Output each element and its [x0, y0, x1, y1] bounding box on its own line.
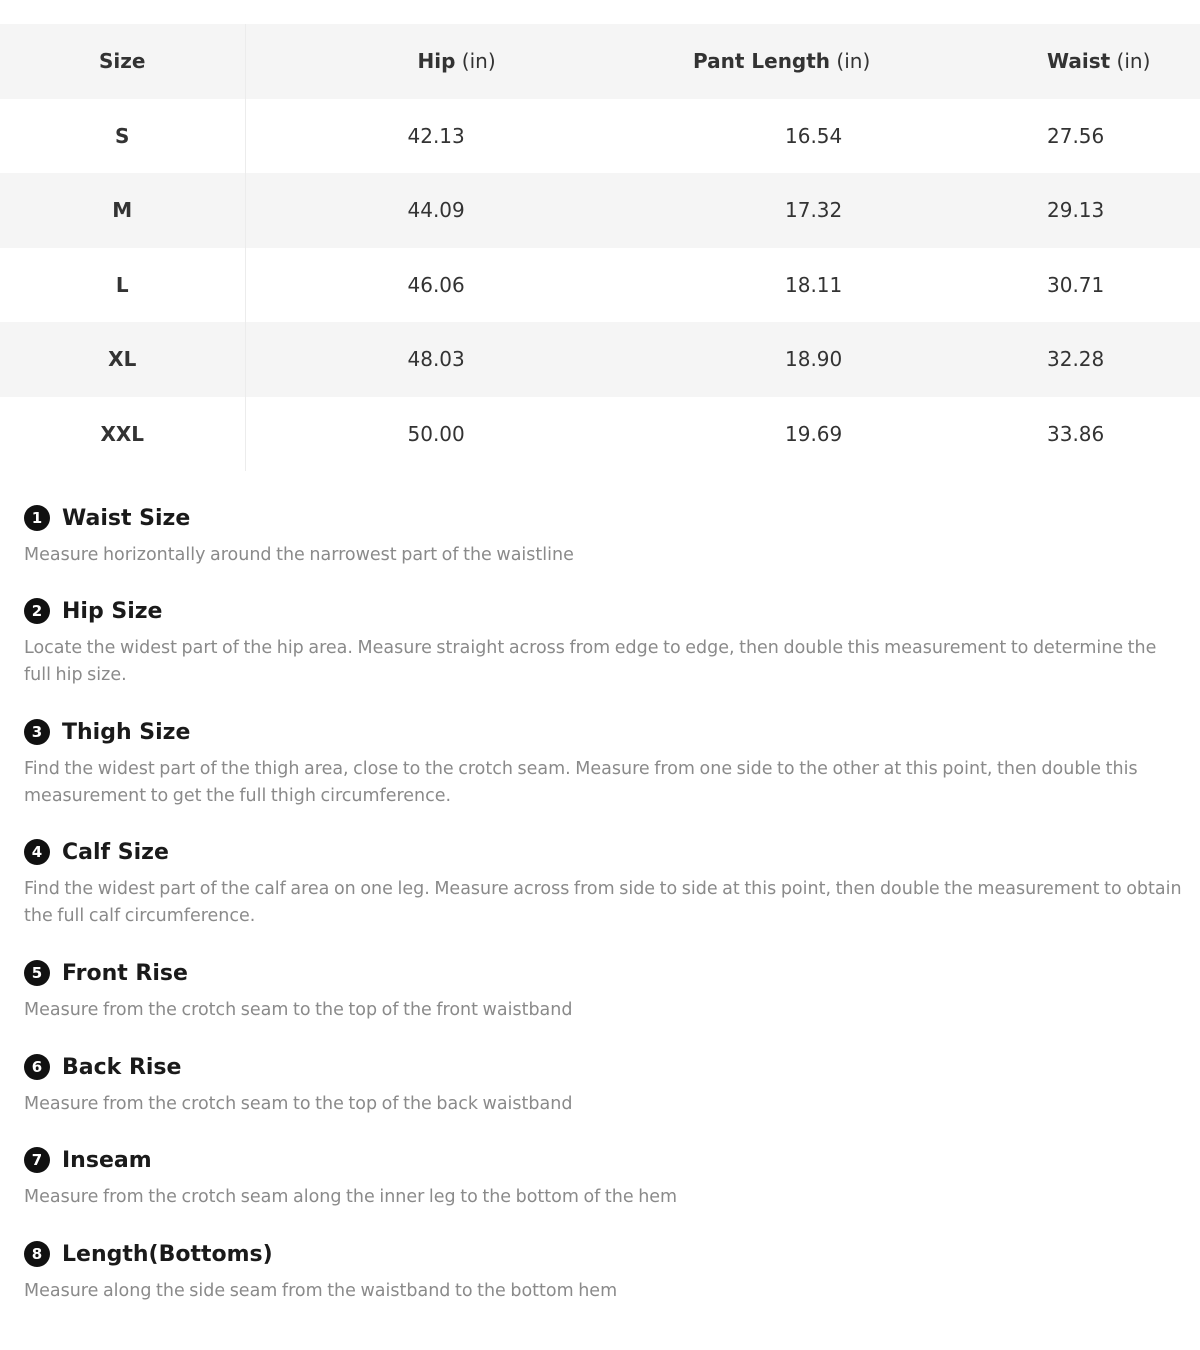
waist-cell: 29.13	[885, 173, 1200, 248]
guide-description: Measure from the crotch seam to the top of the front waistband	[24, 1000, 573, 1020]
pant-length-cell: 17.32	[623, 173, 885, 248]
guide-title: Front Rise	[62, 960, 188, 986]
header-pant-length	[623, 24, 885, 99]
size-cell: XL	[0, 322, 245, 397]
guide-item-length-bottoms	[24, 1236, 1184, 1326]
guide-title: Inseam	[62, 1147, 152, 1173]
waist-cell: 32.28	[885, 322, 1200, 397]
header-label: Size	[99, 49, 146, 74]
guide-title: Waist Size	[62, 505, 191, 531]
header-unit: (in)	[455, 49, 496, 74]
guide-item-back-rise	[24, 1049, 1184, 1142]
number-badge-icon: 6	[24, 1054, 50, 1080]
header-size	[0, 24, 245, 99]
guide-title: Calf Size	[62, 839, 169, 865]
size-cell: XXL	[0, 397, 245, 472]
table-row	[0, 248, 1200, 323]
size-chart-table	[0, 24, 1200, 471]
guide-heading	[24, 1049, 1184, 1085]
number-badge-icon: 5	[24, 960, 50, 986]
size-cell: M	[0, 173, 245, 248]
guide-title: Thigh Size	[62, 719, 191, 745]
pant-length-cell: 18.90	[623, 322, 885, 397]
table-row	[0, 322, 1200, 397]
header-label: Hip	[417, 49, 456, 74]
guide-heading	[24, 714, 1184, 750]
guide-title: Hip Size	[62, 598, 163, 624]
guide-description: Find the widest part of the thigh area, close to the crotch seam. Measure from one side to the other at this point, then double this measurement to get the full thigh circumference.	[24, 759, 1138, 806]
waist-cell: 33.86	[1047, 421, 1105, 446]
guide-description: Measure from the crotch seam along the inner leg to the bottom of the hem	[24, 1187, 678, 1207]
size-cell: L	[0, 248, 245, 323]
guide-description: Find the widest part of the calf area on one leg. Measure across from side to side at this point, then double the measurement to obtain the full calf circumference.	[24, 879, 1182, 926]
number-badge-icon: 3	[24, 719, 50, 745]
guide-title: Length(Bottoms)	[62, 1241, 273, 1267]
header-unit: (in)	[830, 49, 871, 74]
guide-item-front-rise	[24, 955, 1184, 1049]
hip-cell: 42.13	[407, 123, 465, 148]
header-hip	[245, 24, 623, 99]
table-header-row	[0, 24, 1200, 99]
pant-length-cell: 16.54	[785, 123, 843, 148]
guide-description: Measure along the side seam from the waistband to the bottom hem	[24, 1281, 618, 1301]
table-row	[0, 173, 1200, 248]
number-badge-icon: 1	[24, 505, 50, 531]
header-label: Pant Length	[693, 49, 831, 74]
hip-cell: 48.03	[245, 322, 623, 397]
guide-description: Measure from the crotch seam to the top of the back waistband	[24, 1094, 573, 1114]
table-row	[0, 99, 1200, 174]
waist-cell: 30.71	[1047, 272, 1105, 297]
guide-item-calf-size	[24, 834, 1184, 955]
hip-cell: 50.00	[407, 421, 465, 446]
waist-cell: 27.56	[1047, 123, 1105, 148]
guide-item-inseam	[24, 1142, 1184, 1236]
number-badge-icon: 2	[24, 598, 50, 624]
guide-item-hip-size	[24, 593, 1184, 714]
hip-cell: 44.09	[245, 173, 623, 248]
table-row	[0, 397, 1200, 472]
number-badge-icon: 8	[24, 1241, 50, 1267]
guide-heading	[24, 834, 1184, 870]
guide-heading	[24, 955, 1184, 991]
guide-description: Measure horizontally around the narrowest part of the waistline	[24, 545, 574, 565]
size-cell: S	[0, 99, 245, 174]
hip-cell: 46.06	[407, 272, 465, 297]
guide-item-thigh-size	[24, 714, 1184, 834]
guide-description: Locate the widest part of the hip area. Measure straight across from edge to edge, then double this measurement to determine the full hip size.	[24, 638, 1157, 685]
header-label: Waist	[1047, 49, 1111, 74]
guide-heading	[24, 500, 1184, 536]
pant-length-cell: 18.11	[785, 272, 843, 297]
header-unit: (in)	[1110, 49, 1151, 74]
pant-length-cell: 19.69	[785, 421, 843, 446]
guide-heading	[24, 1236, 1184, 1272]
guide-heading	[24, 1142, 1184, 1178]
guide-title: Back Rise	[62, 1054, 182, 1080]
guide-heading	[24, 593, 1184, 629]
header-waist	[885, 24, 1200, 99]
number-badge-icon: 4	[24, 839, 50, 865]
number-badge-icon: 7	[24, 1147, 50, 1173]
measurement-guide	[24, 500, 1184, 1326]
guide-item-waist-size	[24, 500, 1184, 593]
